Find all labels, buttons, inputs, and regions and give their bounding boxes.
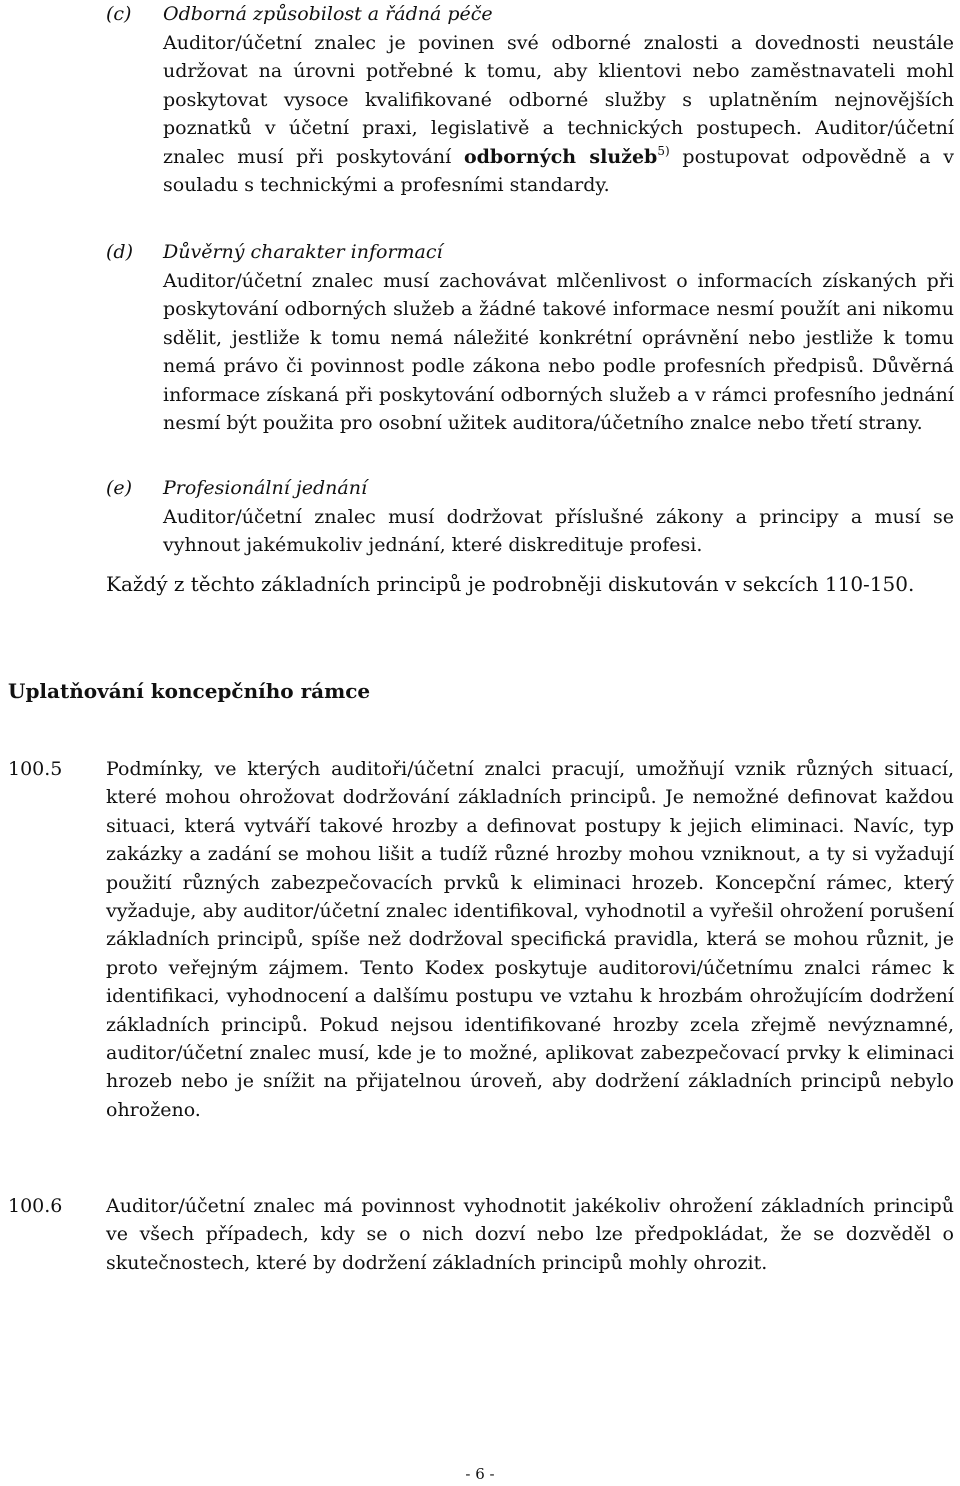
page-number: - 6 -	[465, 1465, 495, 1483]
paragraph-text: Auditor/účetní znalec má povinnost vyhodnotit jakékoliv ohrožení základních principů ve všech případech, kdy se o nich dozví nebo lze předpokládat, že se dozvěděl o skutečnostech, které by dodržení základních principů mohly ohrozit.	[106, 1195, 954, 1274]
item-body	[163, 474, 954, 560]
item-bold-term: odborných služeb	[463, 145, 658, 168]
paragraph-text: Podmínky, ve kterých auditoři/účetní znalci pracují, umožňují vznik různých situací, které mohou ohrožovat dodržování základních principů. Je nemožné definovat každou situaci, která vytváří takové hrozby a definovat postupy k jejich eliminaci. Navíc, typ zakázky a zadání se mohou lišit a tudíž různé hrozby mohou vzniknout, a ty si vyžadují použití různých zabezpečovacích prvků k eliminaci hrozeb. Koncepční rámec, který vyžaduje, aby auditor/účetní znalec identifikoval, vyhodnotil a vyřešil ohrožení porušení základních principů, spíše než dodržoval specifická pravidla, která se mohou různit, je proto veřejným zájmem. Tento Kodex poskytuje auditorovi/účetnímu znalci rámec k identifikaci, vyhodnocení a dalšímu postupu ve vztahu k hrozbám ohrožujícím dodržení základních principů. Pokud nejsou identifikované hrozby zcela zřejmě nevýznamné, auditor/účetní znalec musí, kde je to možné, aplikovat zabezpečovací prvky k eliminaci hrozeb nebo je snížit na přijatelnou úroveň, aby dodržení základních principů nebylo ohroženo.	[106, 758, 954, 1121]
item-letter: (c)	[106, 3, 132, 25]
item-title: Odborná způsobilost a řádná péče	[163, 3, 493, 25]
summary-paragraph: Každý z těchto základních principů je podrobněji diskutován v sekcích 110-150.	[106, 572, 915, 596]
paragraph-number: 100.5	[8, 758, 63, 780]
item-text-after: postupovat odpovědně a v souladu s technickými a profesními standardy.	[163, 145, 955, 196]
item-body	[163, 0, 954, 200]
item-letter: (e)	[106, 477, 133, 499]
item-title: Profesionální jednání	[163, 477, 368, 499]
footnote-reference[interactable]: 5)	[657, 143, 670, 158]
item-letter: (d)	[106, 241, 133, 263]
item-text-before: Auditor/účetní znalec je povinen své odborné znalosti a dovednosti neustále udržovat na úrovni potřebné k tomu, aby klientovi nebo zaměstnavateli mohl poskytovat vysoce kvalifikované odborné služby s uplatněním nejnovějších poznatků v účetní praxi, legislativě a technických postupech. Auditor/účetní znalec musí při poskytování	[163, 31, 954, 168]
item-text: Auditor/účetní znalec musí zachovávat mlčenlivost o informacích získaných při poskytování odborných služeb a žádné takové informace nesmí použít ani nikomu sdělit, jestliže k tomu nemá náležité konkrétní oprávnění nebo jestliže k tomu nemá právo či povinnost podle zákona nebo podle profesních předpisů. Důvěrná informace získaná při poskytování odborných služeb a v rámci profesního jednání nesmí být použita pro osobní užitek auditora/účetního znalce nebo třetí strany.	[163, 269, 954, 434]
item-body	[163, 238, 954, 438]
item-title: Důvěrný charakter informací	[163, 241, 443, 263]
paragraph-number: 100.6	[8, 1195, 63, 1217]
section-heading: Uplatňování koncepčního rámce	[8, 679, 371, 703]
item-text: Auditor/účetní znalec musí dodržovat příslušné zákony a principy a musí se vyhnout jakémukoliv jednání, které diskredituje profesi.	[163, 505, 954, 556]
